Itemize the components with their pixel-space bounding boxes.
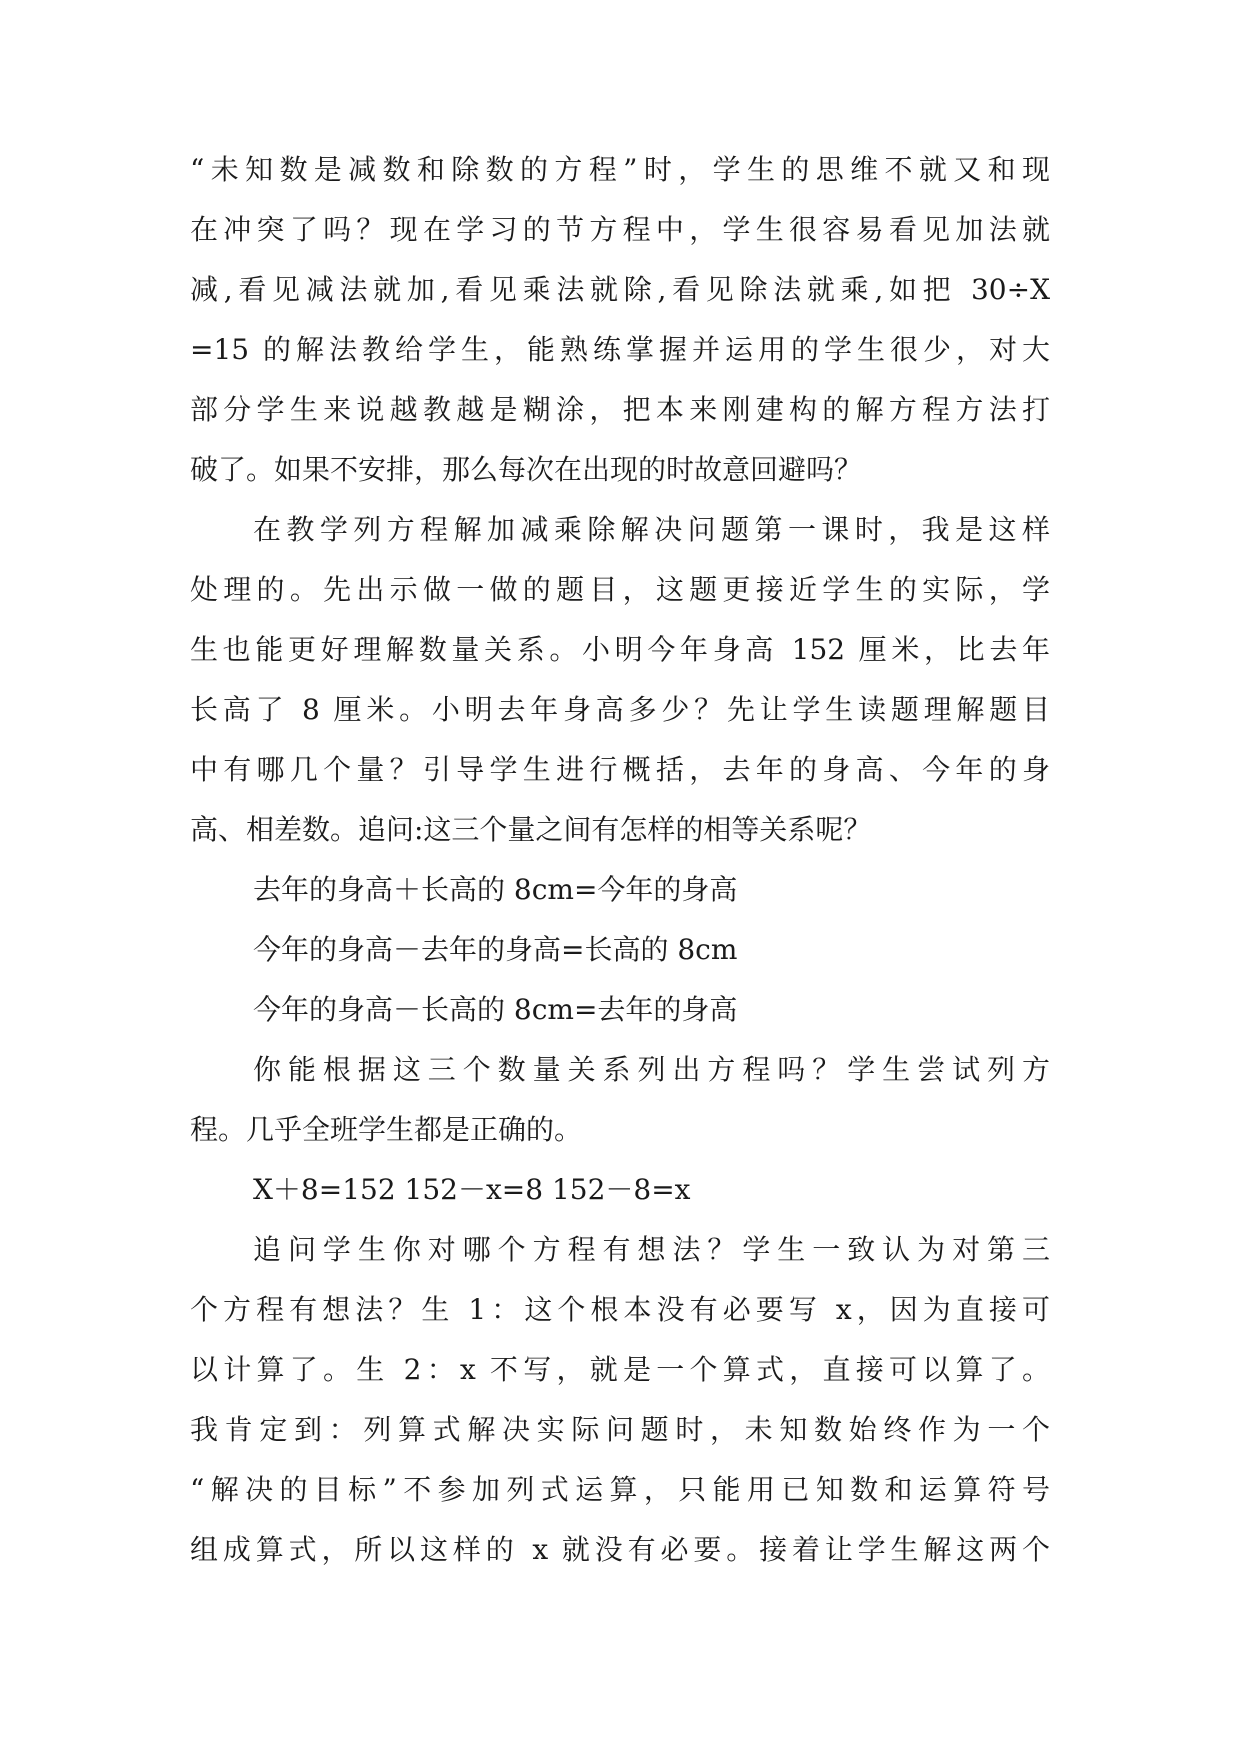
relation-line: 去年的身高＋长高的 8cm=今年的身高 xyxy=(253,873,738,906)
text-line: “解决的目标”不参加列式运算，只能用已知数和运算符号 xyxy=(190,1473,1050,1506)
text-line: 在冲突了吗？现在学习的节方程中，学生很容易看见加法就 xyxy=(190,213,1050,246)
text-line: 高、相差数。追问:这三个量之间有怎样的相等关系呢？ xyxy=(190,813,872,846)
text-line: 部分学生来说越教越是糊涂，把本来刚建构的解方程方法打 xyxy=(190,393,1050,426)
paragraph-first-line: 你能根据这三个数量关系列出方程吗？学生尝试列方 xyxy=(253,1053,1050,1086)
text-line: 处理的。先出示做一做的题目，这题更接近学生的实际，学 xyxy=(190,573,1050,606)
text-line: “未知数是减数和除数的方程”时，学生的思维不就又和现 xyxy=(190,153,1050,186)
relation-line: 今年的身高－去年的身高=长高的 8cm xyxy=(253,933,738,966)
text-line: 程。几乎全班学生都是正确的。 xyxy=(190,1113,583,1146)
text-line: 减,看见减法就加,看见乘法就除,看见除法就乘,如把 30÷X xyxy=(190,273,1050,306)
text-line: 长高了 8 厘米。小明去年身高多少？先让学生读题理解题目 xyxy=(190,693,1050,726)
text-line: =15 的解法教给学生，能熟练掌握并运用的学生很少，对大 xyxy=(190,333,1050,366)
text-line: 组成算式，所以这样的 x 就没有必要。接着让学生解这两个 xyxy=(190,1533,1050,1566)
text-line: 个方程有想法？生 1：这个根本没有必要写 x，因为直接可 xyxy=(190,1293,1050,1326)
text-line: 以计算了。生 2：x 不写，就是一个算式，直接可以算了。 xyxy=(190,1353,1050,1386)
text-line: 中有哪几个量？引导学生进行概括，去年的身高、今年的身 xyxy=(190,753,1050,786)
relation-line: 今年的身高－长高的 8cm=去年的身高 xyxy=(253,993,738,1026)
equation-line: X＋8=152 152－x=8 152－8=x xyxy=(253,1173,691,1206)
paragraph-first-line: 在教学列方程解加减乘除解决问题第一课时，我是这样 xyxy=(253,513,1050,546)
text-line: 我肯定到：列算式解决实际问题时，未知数始终作为一个 xyxy=(190,1413,1050,1446)
paragraph-first-line: 追问学生你对哪个方程有想法？学生一致认为对第三 xyxy=(253,1233,1050,1266)
text-line: 生也能更好理解数量关系。小明今年身高 152 厘米，比去年 xyxy=(190,633,1050,666)
text-line: 破了。如果不安排，那么每次在出现的时故意回避吗？ xyxy=(190,453,863,486)
